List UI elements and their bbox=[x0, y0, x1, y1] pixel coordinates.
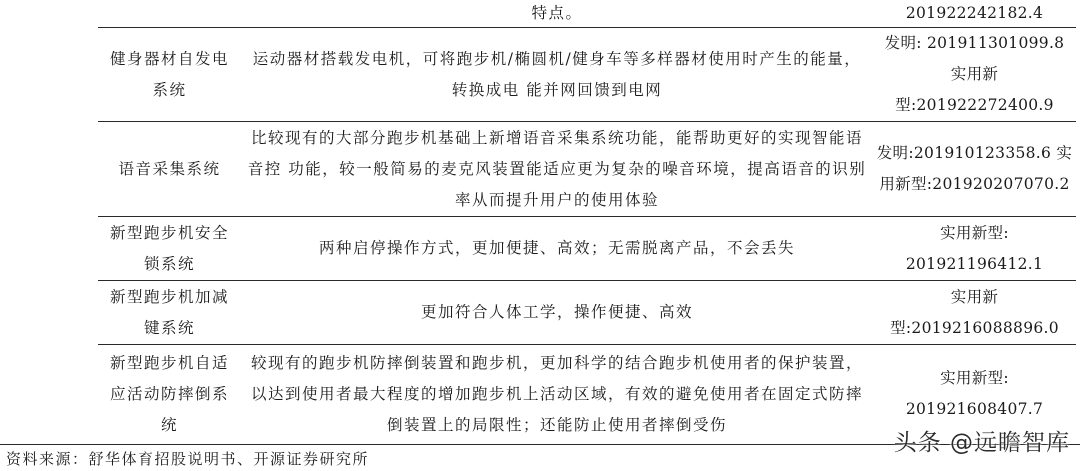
patent-number-cell: 发明:201910123358.6 实用新型:201920207070.2 bbox=[876, 144, 1073, 193]
tech-name-cell: 语音采集系统 bbox=[118, 159, 221, 178]
tech-desc-cell: 更加符合人体工学，操作便捷、高效 bbox=[420, 303, 693, 321]
tech-name-cell: 新型跑步机加减键系统 bbox=[109, 287, 229, 337]
table-row bbox=[98, 122, 1076, 217]
table-row bbox=[98, 0, 1076, 28]
tech-desc-cell: 运动器材搭载发电机，可将跑步机/椭圆机/健身车等多样器材使用时产生的能量，转换成电 能并网回馈到电网 bbox=[252, 49, 862, 99]
patent-number-cell: 发明: 201911301099.8 实用新型:201922272400.9 bbox=[884, 34, 1065, 114]
patent-number-cell: 实用新型: 201921608407.7 bbox=[905, 369, 1044, 418]
tech-desc-cell: 比较现有的大部分跑步机基础上新增语音采集系统功能，能帮助更好的实现智能语音控 功能，较一般简易的麦克风装置能适应更为复杂的噪音环境，提高语音的识别率从而提升用户的使用体验 bbox=[247, 128, 867, 209]
patent-number-cell: 实用新型:2019216088896.0 bbox=[890, 287, 1059, 337]
tech-name-cell bbox=[98, 0, 241, 27]
tech-name-cell: 新型跑步机自适应活动防摔倒系统 bbox=[109, 353, 229, 434]
source-note: 资料来源：舒华体育招股说明书、开源证券研究所 bbox=[6, 450, 370, 468]
watermark: 头条 @远瞻智库 bbox=[893, 430, 1070, 456]
tech-desc-cell: 特点。 bbox=[531, 4, 583, 22]
tech-name-cell: 新型跑步机安全锁系统 bbox=[109, 223, 229, 273]
table-row bbox=[98, 28, 1076, 122]
table-row bbox=[98, 217, 1076, 281]
patent-table bbox=[98, 0, 1076, 443]
tech-desc-cell: 较现有的跑步机防摔倒装置和跑步机，更加科学的结合跑步机使用者的保护装置，以达到使用者最大程度的增加跑步机上活动区域，有效的避免使用者在固定式防摔倒装置上的局限性；还能防止使用者摔倒受伤 bbox=[250, 353, 863, 434]
patent-number-cell: 201922242182.4 bbox=[905, 4, 1044, 22]
table-row bbox=[98, 281, 1076, 345]
patent-number-cell: 实用新型: 201921196412.1 bbox=[905, 223, 1044, 273]
tech-name-cell: 健身器材自发电系统 bbox=[109, 49, 229, 99]
tech-desc-cell: 两种启停操作方式，更加便捷、高效；无需脱离产品，不会丢失 bbox=[318, 239, 795, 257]
